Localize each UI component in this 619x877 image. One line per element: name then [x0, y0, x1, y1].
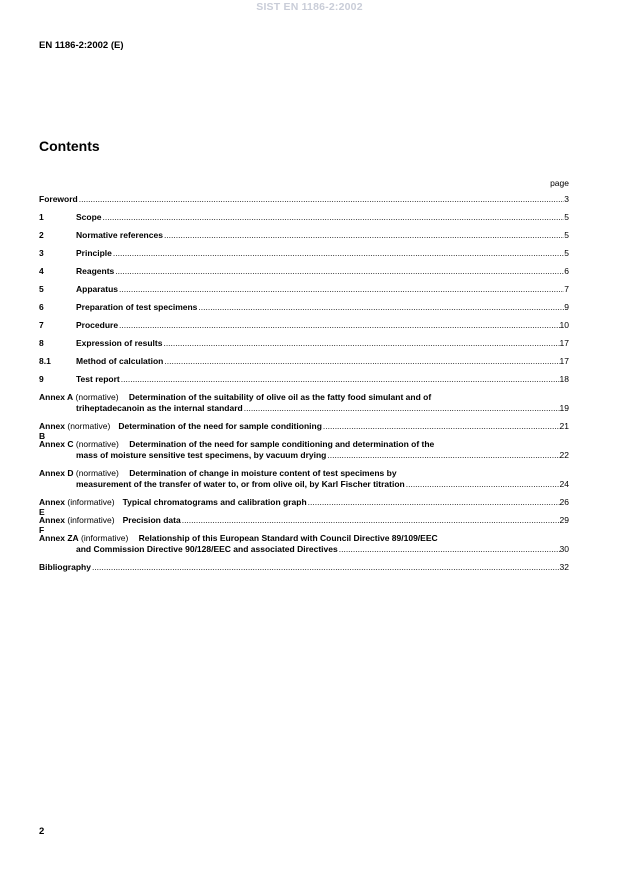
table-of-contents: [39, 194, 569, 573]
annex-title-continued: measurement of the transfer of water to, or from olive oil, by Karl Fischer titration: [76, 479, 405, 489]
toc-annex-e[interactable]: [39, 497, 569, 517]
toc-entry-label: Expression of results: [76, 338, 163, 348]
annex-title: Typical chromatograms and calibration graph: [122, 497, 307, 507]
toc-annex-a[interactable]: [39, 392, 569, 414]
toc-entry-page: 5: [564, 212, 569, 222]
leader-dots: [339, 544, 560, 555]
leader-dots: [103, 212, 565, 223]
document-id: EN 1186-2:2002 (E): [39, 40, 124, 51]
toc-entry-page: 3: [564, 194, 569, 204]
annex-type: (informative): [67, 515, 115, 525]
annex-title: Determination of the need for sample conditioning: [118, 421, 322, 431]
toc-annex-b[interactable]: [39, 421, 569, 441]
toc-entry-page: 29: [559, 515, 569, 525]
toc-entry-foreword[interactable]: [39, 194, 569, 205]
toc-annex-za[interactable]: [39, 533, 569, 555]
toc-entry-label: Apparatus: [76, 284, 119, 294]
leader-dots: [79, 194, 565, 205]
toc-entry[interactable]: [39, 374, 569, 392]
toc-entry-label: Scope: [76, 212, 102, 222]
toc-entry-number: 1: [39, 212, 44, 222]
toc-entry-number: 6: [39, 302, 44, 312]
toc-entry-label: Method of calculation: [76, 356, 164, 366]
toc-annex-c[interactable]: [39, 439, 569, 461]
annex-type: (informative): [81, 533, 129, 543]
leader-dots: [244, 403, 560, 414]
toc-entry-number: 8: [39, 338, 44, 348]
toc-entry[interactable]: [39, 338, 569, 356]
toc-entry-page: 21: [559, 421, 569, 431]
annex-id: Annex C: [39, 439, 74, 449]
leader-dots: [406, 479, 560, 490]
toc-entry-page: 10: [559, 320, 569, 330]
toc-entry-page: 17: [559, 338, 569, 348]
annex-id: Annex A: [39, 392, 74, 402]
annex-title: Determination of change in moisture content of test specimens by: [129, 468, 397, 478]
toc-entry-page: 5: [564, 248, 569, 258]
page-number: 2: [39, 826, 45, 837]
toc-entry-page: 9: [564, 302, 569, 312]
leader-dots: [164, 356, 559, 367]
toc-entry[interactable]: [39, 302, 569, 320]
annex-title: Determination of the suitability of olive oil as the fatty food simulant and of: [128, 392, 432, 402]
toc-entry[interactable]: [39, 266, 569, 284]
toc-annex-d[interactable]: [39, 468, 569, 490]
annex-title: Determination of the need for sample conditioning and determination of the: [129, 439, 435, 449]
annex-type: (normative): [67, 421, 111, 431]
toc-entry-bibliography[interactable]: [39, 562, 569, 573]
toc-entry-number: 2: [39, 230, 44, 240]
leader-dots: [121, 374, 560, 385]
annex-type: (normative): [75, 392, 119, 402]
leader-dots: [113, 248, 564, 259]
toc-entry-label: Test report: [76, 374, 120, 384]
leader-dots: [308, 497, 560, 507]
toc-entry-number: 4: [39, 266, 44, 276]
page-column-label: page: [550, 178, 569, 188]
toc-entry-page: 19: [559, 403, 569, 413]
annex-title: Precision data: [122, 515, 181, 525]
leader-dots: [327, 450, 559, 461]
annex-title-continued: and Commission Directive 90/128/EEC and associated Directives: [76, 544, 338, 554]
toc-entry-page: 32: [559, 562, 569, 572]
toc-entry-number: 3: [39, 248, 44, 258]
toc-entry-page: 5: [564, 230, 569, 240]
toc-entry[interactable]: [39, 230, 569, 248]
toc-entry-label: Normative references: [76, 230, 163, 240]
toc-entry-page: 7: [564, 284, 569, 294]
leader-dots: [198, 302, 564, 313]
toc-entry-label: Foreword: [39, 194, 78, 204]
toc-entry-page: 18: [559, 374, 569, 384]
leader-dots: [323, 421, 560, 431]
leader-dots: [119, 284, 564, 295]
leader-dots: [164, 230, 564, 241]
toc-entry-number: 9: [39, 374, 44, 384]
toc-entry[interactable]: [39, 212, 569, 230]
toc-entry-label: Procedure: [76, 320, 119, 330]
toc-entry-label: Preparation of test specimens: [76, 302, 198, 312]
toc-entry-page: 22: [559, 450, 569, 460]
toc-entry[interactable]: [39, 284, 569, 302]
annex-type: (normative): [75, 439, 119, 449]
toc-entry-page: 24: [559, 479, 569, 489]
annex-id: Annex E: [39, 497, 65, 517]
annex-title-continued: triheptadecanoin as the internal standard: [76, 403, 243, 413]
toc-entry-page: 30: [559, 544, 569, 554]
toc-entry[interactable]: [39, 248, 569, 266]
annex-id: Annex F: [39, 515, 65, 535]
annex-type: (normative): [75, 468, 119, 478]
page-title: Contents: [39, 138, 100, 154]
toc-entry-number: 7: [39, 320, 44, 330]
annex-type: (informative): [67, 497, 115, 507]
leader-dots: [163, 338, 559, 349]
annex-id: Annex ZA: [39, 533, 79, 543]
toc-entry-label: Reagents: [76, 266, 115, 276]
toc-entry-number: 5: [39, 284, 44, 294]
leader-dots: [115, 266, 564, 277]
toc-entry[interactable]: [39, 320, 569, 338]
annex-title-continued: mass of moisture sensitive test specimens, by vacuum drying: [76, 450, 327, 460]
toc-entry-page: 6: [564, 266, 569, 276]
toc-entry[interactable]: [39, 356, 569, 374]
toc-annex-f[interactable]: [39, 515, 569, 535]
annex-id: Annex D: [39, 468, 74, 478]
toc-entry-page: 17: [559, 356, 569, 366]
leader-dots: [182, 515, 560, 525]
toc-entry-page: 26: [559, 497, 569, 507]
toc-entry-number: 8.1: [39, 356, 51, 366]
leader-dots: [119, 320, 559, 331]
toc-entry-label: Principle: [76, 248, 112, 258]
watermark: SIST EN 1186-2:2002: [256, 1, 363, 13]
annex-title: Relationship of this European Standard with Council Directive 89/109/EEC: [138, 533, 438, 543]
leader-dots: [92, 562, 560, 573]
annex-id: Annex B: [39, 421, 65, 441]
toc-entry-label: Bibliography: [39, 562, 91, 572]
